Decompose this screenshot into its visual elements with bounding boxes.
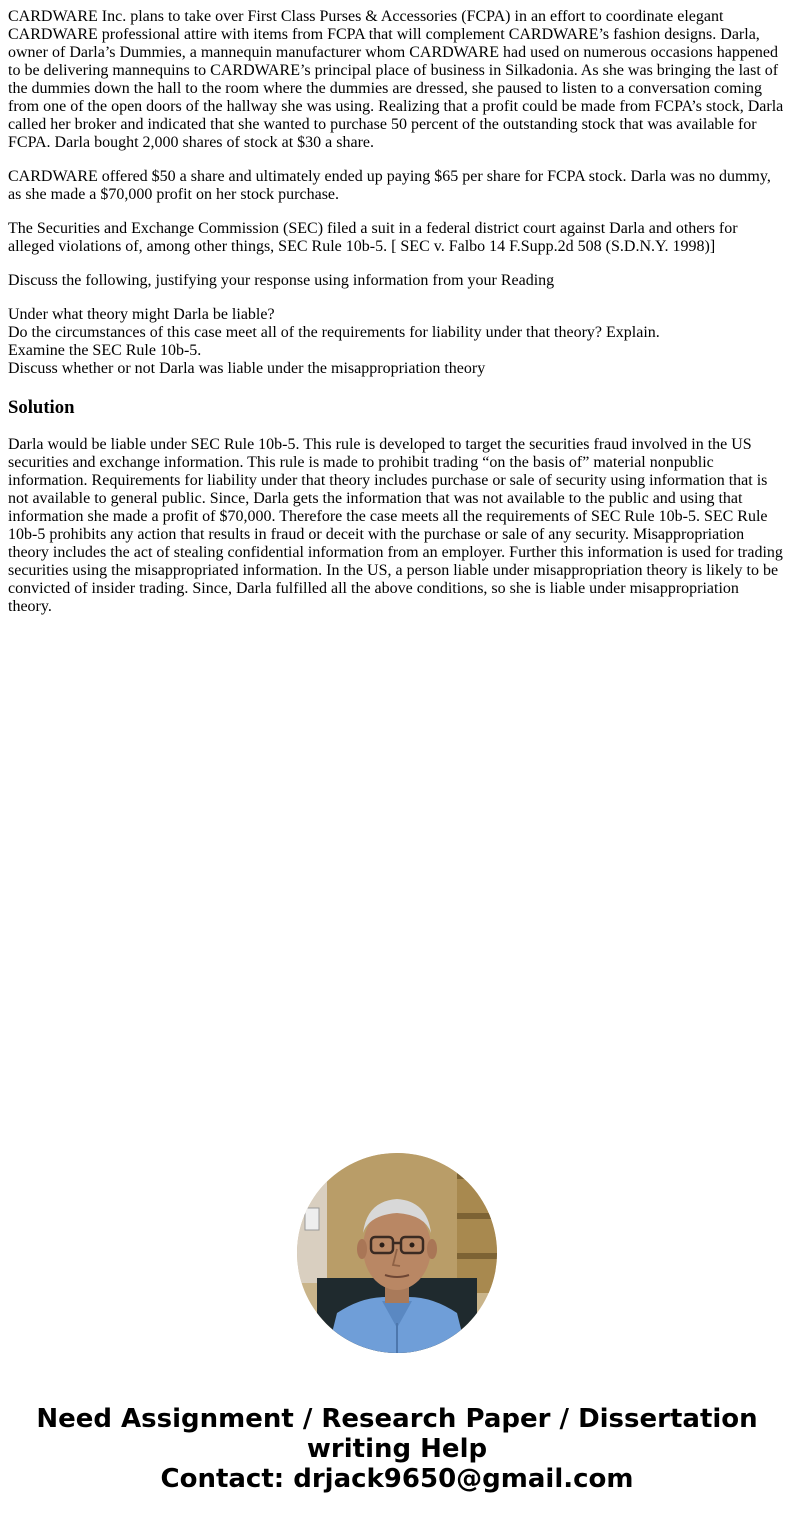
discussion-prompt: Discuss the following, justifying your response using information from your Reading bbox=[8, 272, 555, 289]
contact-email-text: Contact: drjack9650@gmail.com bbox=[160, 1464, 634, 1494]
case-paragraph-2: CARDWARE offered $50 a share and ultimately ended up paying $65 per share for FCPA stock. Darla was no dummy, as she made a $70,000 profit on her stock purchase. bbox=[8, 168, 771, 203]
case-paragraph-3: The Securities and Exchange Commission (SEC) filed a suit in a federal district court against Darla and others for alleged violations of, among other things, SEC Rule 10b-5. [ SEC v. Falbo 14 F.Supp.2d 508 (S.D.N.Y. 1998)] bbox=[8, 220, 738, 255]
solution-text: Darla would be liable under SEC Rule 10b-5. This rule is developed to target the securities fraud involved in the US securities and exchange information. This rule is made to prohibit trading “on the basis of” material nonpublic information. Requirements for liability under that theory includes purchase or sale of security using information that is not available to general public. Since, Darla gets the information that was not available to the public and using that information she made a profit of $70,000. Therefore the case meets all the requirements of SEC Rule 10b-5. SEC Rule 10b-5 prohibits any action that results in fraud or deceit with the purchase or sale of any security. Misappropriation theory includes the act of stealing confidential information from an employer. Further this information is used for trading securities using the misappropriated information. In the US, a person liable under misappropriation theory is likely to be convicted of insider trading. Since, Darla fulfilled all the above conditions, so she is liable under misappropriation theory. bbox=[8, 436, 783, 615]
question-4: Discuss whether or not Darla was liable under the misappropriation theory bbox=[8, 360, 486, 377]
question-list bbox=[8, 306, 786, 378]
solution-heading: Solution bbox=[8, 397, 75, 418]
question-1: Under what theory might Darla be liable? bbox=[8, 306, 275, 323]
help-offer-text: Need Assignment / Research Paper / Dissertation writing Help bbox=[36, 1404, 758, 1464]
question-2: Do the circumstances of this case meet all of the requirements for liability under that theory? Explain. bbox=[8, 324, 660, 341]
author-avatar bbox=[297, 1153, 497, 1353]
question-3: Examine the SEC Rule 10b-5. bbox=[8, 342, 202, 359]
document-body bbox=[8, 8, 786, 632]
contact-banner bbox=[0, 1404, 794, 1494]
case-paragraph-1: CARDWARE Inc. plans to take over First Class Purses & Accessories (FCPA) in an effort to coordinate elegant CARDWARE professional attire with items from FCPA that will complement CARDWARE’s fashion designs. Darla, owner of Darla’s Dummies, a mannequin manufacturer whom CARDWARE had used on numerous occasions happened to be delivering mannequins to CARDWARE’s principal place of business in Silkadonia. As she was bringing the last of the dummies down the hall to the room where the dummies are dressed, she paused to listen to a conversation coming from one of the open doors of the hallway she was using. Realizing that a profit could be made from FCPA’s stock, Darla called her broker and indicated that she wanted to purchase 50 percent of the outstanding stock that was available for FCPA. Darla bought 2,000 shares of stock at $30 a share. bbox=[8, 8, 784, 151]
author-portrait-icon bbox=[297, 1153, 497, 1353]
